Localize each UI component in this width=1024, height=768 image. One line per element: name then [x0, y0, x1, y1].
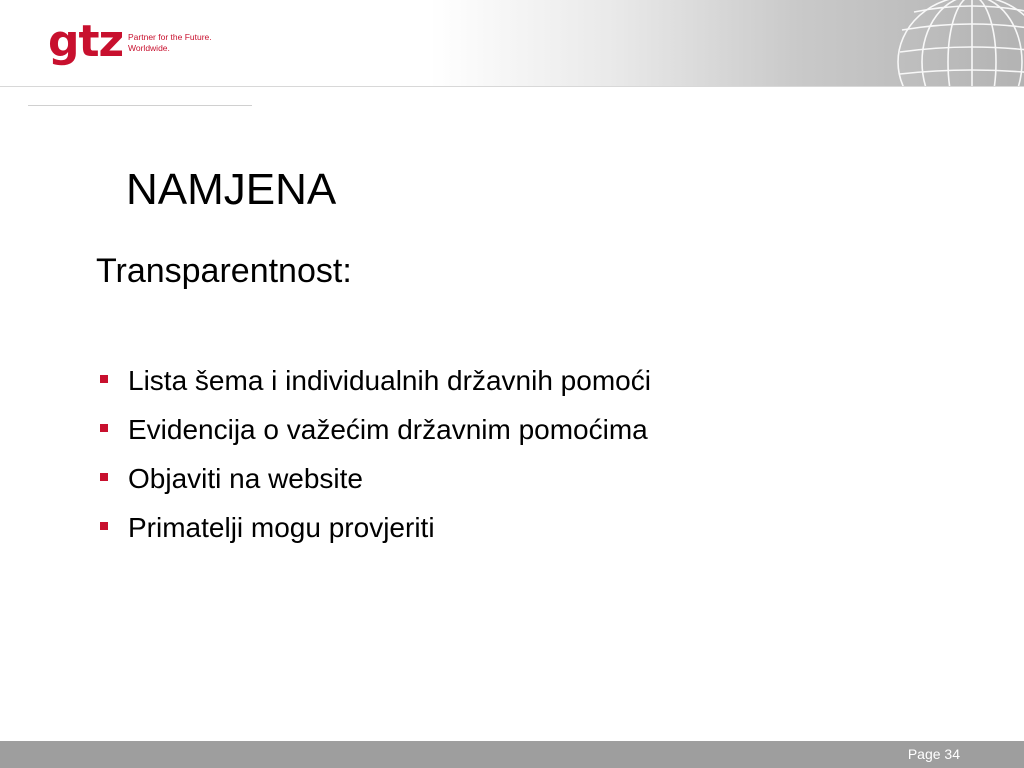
- slide-header: [0, 0, 1024, 87]
- bullet-text: Evidencija o važećim državnim pomoćima: [128, 414, 648, 445]
- bullet-text: Objaviti na website: [128, 463, 364, 494]
- slide-subtitle: Transparentnost:: [96, 252, 352, 290]
- square-bullet-icon: [100, 473, 108, 481]
- slide-footer: [0, 741, 1024, 768]
- square-bullet-icon: [100, 375, 108, 383]
- logo-tagline: [128, 32, 212, 54]
- square-bullet-icon: [100, 424, 108, 432]
- square-bullet-icon: [100, 522, 108, 530]
- page-number: Page 34: [907, 746, 960, 762]
- gtz-logo: [48, 16, 248, 76]
- logo-wordmark: gtz: [48, 16, 124, 67]
- header-divider: [28, 105, 252, 106]
- bullet-text: Primatelji mogu provjeriti: [128, 512, 435, 543]
- tagline-line-1: Partner for the Future.: [128, 32, 212, 42]
- slide-title: NAMJENA: [126, 165, 337, 214]
- tagline-line-2: Worldwide.: [128, 43, 170, 53]
- bullet-text: Lista šema i individualnih državnih pomoći: [128, 365, 651, 396]
- globe-grid-icon: [892, 0, 1024, 86]
